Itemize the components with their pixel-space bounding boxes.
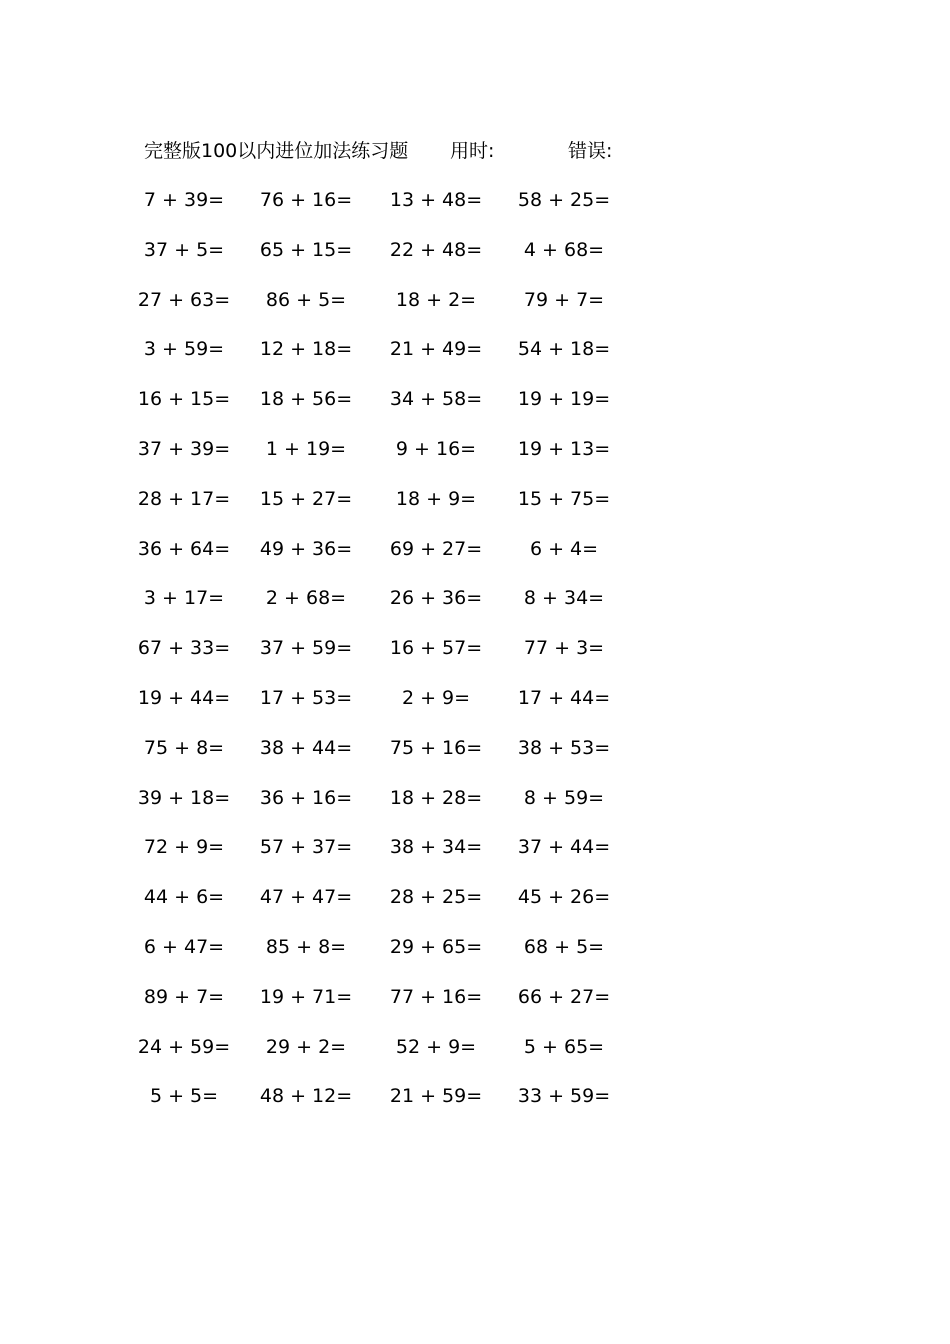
addition-problem: 19 + 19= xyxy=(517,388,611,410)
worksheet-title: 完整版100以内进位加法练习题 xyxy=(144,140,409,162)
addition-problem: 27 + 63= xyxy=(137,289,231,311)
problem-row xyxy=(0,931,950,963)
addition-problem: 9 + 16= xyxy=(395,438,477,460)
problem-row xyxy=(0,533,950,565)
addition-problem: 38 + 34= xyxy=(389,836,483,858)
addition-problem: 26 + 36= xyxy=(389,587,483,609)
problem-row xyxy=(0,184,950,216)
addition-problem: 86 + 5= xyxy=(265,289,347,311)
addition-problem: 48 + 12= xyxy=(259,1085,353,1107)
addition-problem: 24 + 59= xyxy=(137,1036,231,1058)
addition-problem: 52 + 9= xyxy=(395,1036,477,1058)
problem-row xyxy=(0,632,950,664)
addition-problem: 29 + 2= xyxy=(265,1036,347,1058)
addition-problem: 37 + 5= xyxy=(143,239,225,261)
addition-problem: 6 + 4= xyxy=(529,538,599,560)
addition-problem: 85 + 8= xyxy=(265,936,347,958)
addition-problem: 37 + 39= xyxy=(137,438,231,460)
addition-problem: 45 + 26= xyxy=(517,886,611,908)
addition-problem: 67 + 33= xyxy=(137,637,231,659)
addition-problem: 3 + 17= xyxy=(143,587,225,609)
addition-problem: 1 + 19= xyxy=(265,438,347,460)
addition-problem: 4 + 68= xyxy=(523,239,605,261)
addition-problem: 75 + 16= xyxy=(389,737,483,759)
addition-problem: 5 + 5= xyxy=(149,1085,219,1107)
addition-problem: 75 + 8= xyxy=(143,737,225,759)
problem-row xyxy=(0,383,950,415)
problem-row xyxy=(0,284,950,316)
addition-problem: 18 + 56= xyxy=(259,388,353,410)
problem-row xyxy=(0,831,950,863)
addition-problem: 16 + 57= xyxy=(389,637,483,659)
addition-problem: 5 + 65= xyxy=(523,1036,605,1058)
addition-problem: 18 + 28= xyxy=(389,787,483,809)
addition-problem: 16 + 15= xyxy=(137,388,231,410)
addition-problem: 38 + 53= xyxy=(517,737,611,759)
addition-problem: 15 + 27= xyxy=(259,488,353,510)
problem-row xyxy=(0,333,950,365)
addition-problem: 3 + 59= xyxy=(143,338,225,360)
addition-problem: 37 + 44= xyxy=(517,836,611,858)
addition-problem: 54 + 18= xyxy=(517,338,611,360)
addition-problem: 34 + 58= xyxy=(389,388,483,410)
addition-problem: 2 + 68= xyxy=(265,587,347,609)
addition-problem: 18 + 9= xyxy=(395,488,477,510)
problem-row xyxy=(0,433,950,465)
addition-problem: 28 + 25= xyxy=(389,886,483,908)
addition-problem: 77 + 16= xyxy=(389,986,483,1008)
addition-problem: 21 + 49= xyxy=(389,338,483,360)
addition-problem: 33 + 59= xyxy=(517,1085,611,1107)
addition-problem: 79 + 7= xyxy=(523,289,605,311)
addition-problem: 6 + 47= xyxy=(143,936,225,958)
addition-problem: 66 + 27= xyxy=(517,986,611,1008)
addition-problem: 28 + 17= xyxy=(137,488,231,510)
problem-row xyxy=(0,782,950,814)
addition-problem: 17 + 44= xyxy=(517,687,611,709)
addition-problem: 72 + 9= xyxy=(143,836,225,858)
problem-row xyxy=(0,582,950,614)
addition-problem: 21 + 59= xyxy=(389,1085,483,1107)
addition-problem: 17 + 53= xyxy=(259,687,353,709)
addition-problem: 22 + 48= xyxy=(389,239,483,261)
addition-problem: 76 + 16= xyxy=(259,189,353,211)
addition-problem: 68 + 5= xyxy=(523,936,605,958)
time-used-label: 用时: xyxy=(450,140,495,162)
addition-problem: 2 + 9= xyxy=(401,687,471,709)
addition-problem: 15 + 75= xyxy=(517,488,611,510)
problem-row xyxy=(0,1031,950,1063)
addition-problem: 29 + 65= xyxy=(389,936,483,958)
addition-problem: 36 + 16= xyxy=(259,787,353,809)
addition-problem: 8 + 34= xyxy=(523,587,605,609)
addition-problem: 57 + 37= xyxy=(259,836,353,858)
addition-problem: 38 + 44= xyxy=(259,737,353,759)
addition-problem: 39 + 18= xyxy=(137,787,231,809)
addition-problem: 36 + 64= xyxy=(137,538,231,560)
addition-problem: 13 + 48= xyxy=(389,189,483,211)
problem-row xyxy=(0,732,950,764)
problem-row xyxy=(0,881,950,913)
addition-problem: 19 + 71= xyxy=(259,986,353,1008)
addition-problem: 37 + 59= xyxy=(259,637,353,659)
problem-row xyxy=(0,483,950,515)
addition-problem: 44 + 6= xyxy=(143,886,225,908)
addition-problem: 65 + 15= xyxy=(259,239,353,261)
addition-problem: 8 + 59= xyxy=(523,787,605,809)
addition-problem: 89 + 7= xyxy=(143,986,225,1008)
problem-row xyxy=(0,682,950,714)
error-count-label: 错误: xyxy=(568,140,613,162)
problem-row xyxy=(0,234,950,266)
addition-problem: 7 + 39= xyxy=(143,189,225,211)
addition-problem: 49 + 36= xyxy=(259,538,353,560)
addition-problem: 19 + 44= xyxy=(137,687,231,709)
addition-problem: 12 + 18= xyxy=(259,338,353,360)
problem-row xyxy=(0,981,950,1013)
problem-row xyxy=(0,1080,950,1112)
addition-problem: 58 + 25= xyxy=(517,189,611,211)
addition-problem: 77 + 3= xyxy=(523,637,605,659)
addition-problem: 47 + 47= xyxy=(259,886,353,908)
addition-problem: 69 + 27= xyxy=(389,538,483,560)
addition-problem: 19 + 13= xyxy=(517,438,611,460)
addition-problem: 18 + 2= xyxy=(395,289,477,311)
